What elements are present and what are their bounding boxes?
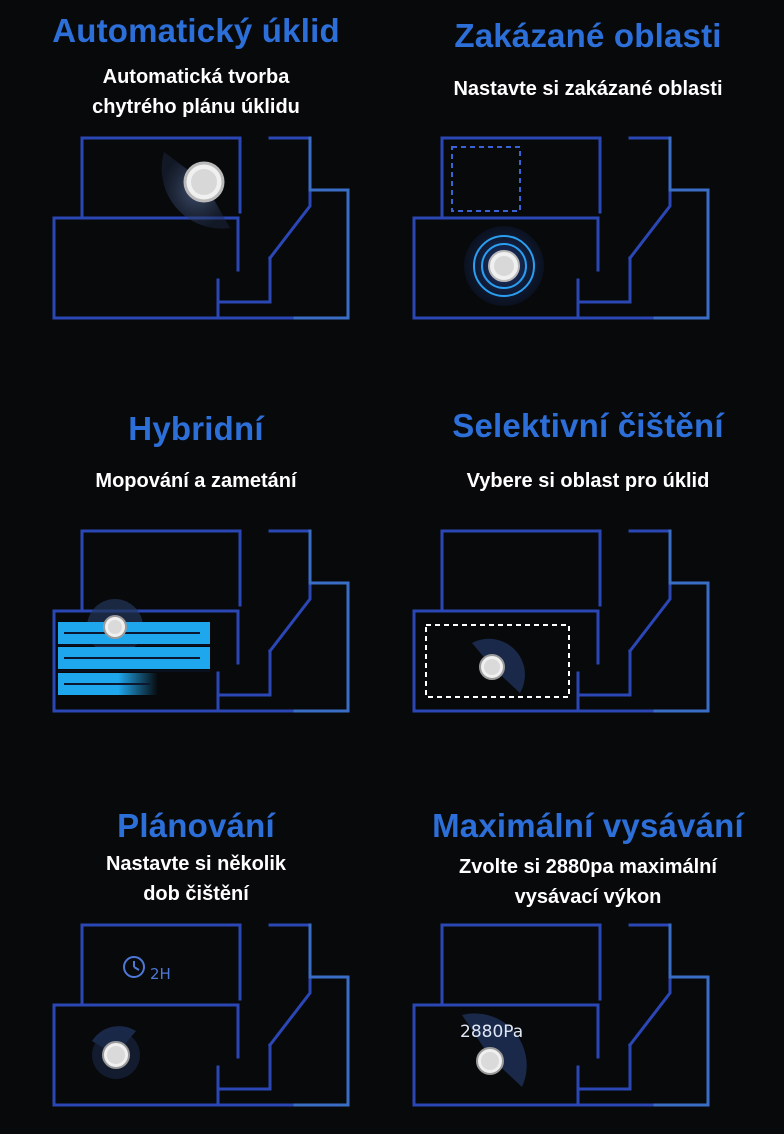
floor-plan-walls <box>414 925 708 1105</box>
robot-vacuum-icon <box>104 616 126 638</box>
floor-plan-map <box>0 0 392 330</box>
subtitle-line: Automatická tvorba <box>102 66 290 88</box>
feature-selective-cleaning <box>392 393 784 743</box>
feature-title: Automatický úklid <box>52 12 340 49</box>
feature-hybrid <box>0 393 392 743</box>
feature-title: Zakázané oblasti <box>454 17 722 54</box>
feature-scheduling <box>0 787 392 1134</box>
robot-vacuum-icon <box>103 1042 129 1068</box>
floor-plan-walls <box>414 531 708 711</box>
robot-vacuum-icon <box>185 163 223 201</box>
feature-no-go-zones <box>392 0 784 330</box>
forbidden-zone <box>452 147 520 211</box>
subtitle-line: vysávací výkon <box>514 886 662 908</box>
suction-power-label: 2880Pa <box>460 1022 524 1042</box>
floor-plan-map <box>392 393 784 743</box>
subtitle-line: Nastavte si několik <box>105 853 287 875</box>
feature-max-suction <box>392 787 784 1134</box>
robot-vacuum-icon <box>480 655 504 679</box>
floor-plan-map <box>0 393 392 743</box>
feature-title: Plánování <box>117 807 275 844</box>
schedule-label: 2H <box>150 965 171 983</box>
subtitle-line: chytrého plánu úklidu <box>92 96 300 118</box>
clock-icon <box>124 957 144 977</box>
floor-plan-walls <box>54 925 348 1105</box>
subtitle-line: Nastavte si zakázané oblasti <box>453 78 723 100</box>
subtitle-line: Zvolte si 2880pa maximální <box>459 856 717 878</box>
feature-title: Maximální vysávání <box>432 807 744 844</box>
feature-title: Hybridní <box>128 410 264 447</box>
subtitle-line: dob čištění <box>143 883 249 905</box>
robot-vacuum-icon <box>477 1048 503 1074</box>
feature-auto-cleaning <box>0 0 392 330</box>
feature-title: Selektivní čištění <box>452 407 724 444</box>
subtitle-line: Mopování a zametání <box>95 470 297 492</box>
floor-plan-map <box>392 787 784 1134</box>
floor-plan-map <box>392 0 784 330</box>
mop-path <box>58 622 210 695</box>
subtitle-line: Vybere si oblast pro úklid <box>466 470 710 492</box>
robot-vacuum-icon <box>489 251 519 281</box>
floor-plan-walls <box>414 138 708 318</box>
floor-plan-map <box>0 787 392 1134</box>
